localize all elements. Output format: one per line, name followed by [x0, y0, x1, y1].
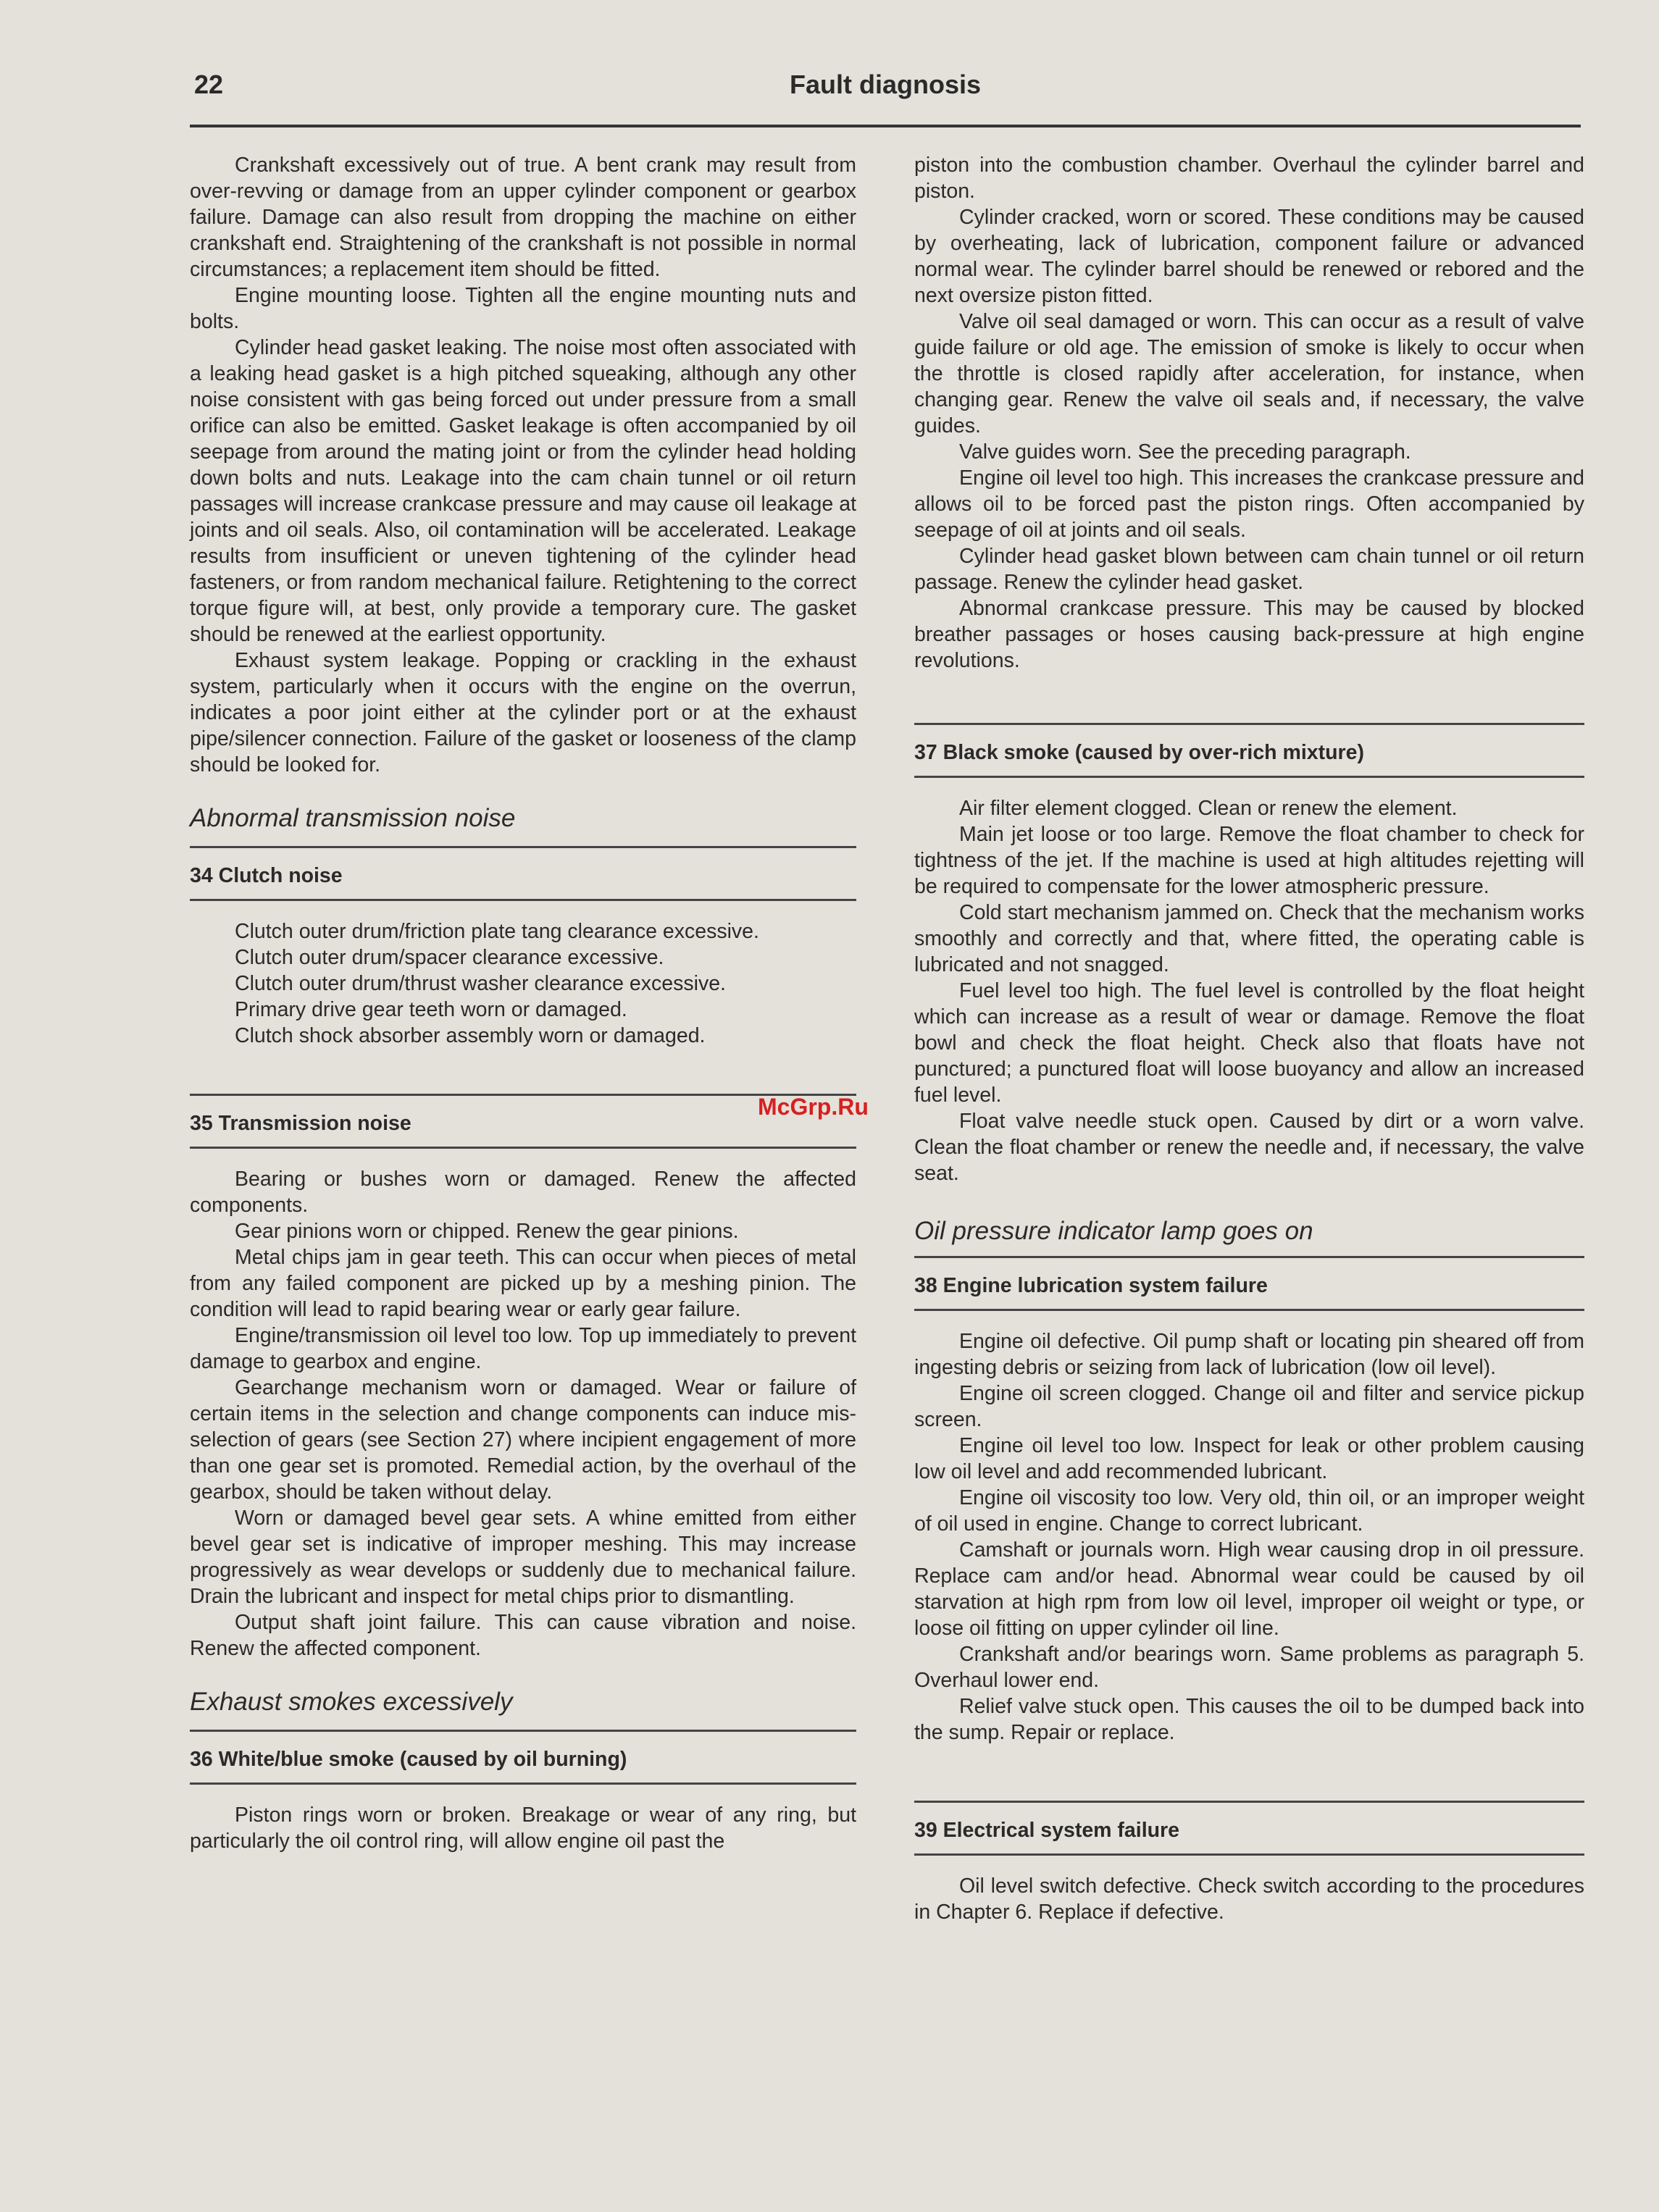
paragraph: Fuel level too high. The fuel level is controlled by the float height which can increase as a result of wear or damage. Remove the float bowl and check the float height. Check also that floats have not punctured; a punctured float will loose buoyancy and allow an increased fuel level.: [914, 979, 1584, 1107]
subsection-heading: [190, 846, 856, 901]
subsection-heading: [190, 1730, 856, 1785]
paragraph: Piston rings worn or broken. Breakage or wear of any ring, but particularly the oil control ring, will allow engine oil past the: [190, 1803, 856, 1853]
subsection-heading: [190, 1094, 856, 1149]
paragraph: Gear pinions worn or chipped. Renew the gear pinions.: [235, 1220, 739, 1243]
page-header-title: Fault diagnosis: [790, 70, 982, 99]
paragraph: Engine oil level too low. Inspect for leak or other problem causing low oil level and add recommended lubricant.: [914, 1434, 1584, 1483]
subsection-heading: [914, 1256, 1584, 1311]
paragraph: Cold start mechanism jammed on. Check that the mechanism works smoothly and correctly and that, where fitted, the operating cable is lubricated and not snagged.: [914, 901, 1584, 976]
list-item: Clutch outer drum/friction plate tang clearance excessive.: [235, 920, 759, 943]
heading-text: 38 Engine lubrication system failure: [914, 1274, 1268, 1297]
paragraph: Engine/transmission oil level too low. Top up immediately to prevent damage to gearbox and engine.: [190, 1324, 856, 1373]
section-title: Abnormal transmission noise: [190, 804, 516, 832]
paragraph: Relief valve stuck open. This causes the oil to be dumped back into the sump. Repair or replace.: [914, 1695, 1584, 1744]
paragraph: Worn or damaged bevel gear sets. A whine emitted from either bevel gear set is indicative of improper meshing. This may increase progressively as wear develops or suddenly due to mechanical failure. Drain the lubricant and inspect for metal chips prior to dismantling.: [190, 1507, 856, 1608]
header-rule: [190, 125, 1581, 127]
paragraph: piston into the combustion chamber. Overhaul the cylinder barrel and piston.: [914, 154, 1584, 203]
paragraph: Main jet loose or too large. Remove the float chamber to check for tightness of the jet. If the machine is used at high altitudes rejetting will be required to compensate for the lower atmospheric pressure.: [914, 823, 1584, 898]
list-item: Clutch shock absorber assembly worn or damaged.: [235, 1024, 706, 1047]
paragraph: Valve guides worn. See the preceding paragraph.: [959, 440, 1411, 464]
paragraph: Gearchange mechanism worn or damaged. Wear or failure of certain items in the selection and change components can induce mis-selection of gears (see Section 27) where incipient engagement of more than one gear set is promoted. Remedial action, by the overhaul of the gearbox, should be taken without delay.: [190, 1376, 856, 1504]
paragraph: Crankshaft excessively out of true. A bent crank may result from over-revving or damage from an upper cylinder component or gearbox failure. Damage can also result from dropping the machine on either crankshaft end. Straightening of the crankshaft is not possible in normal circumstances; a replacement item should be fitted.: [190, 154, 856, 281]
paragraph: Valve oil seal damaged or worn. This can occur as a result of valve guide failure or old age. The emission of smoke is likely to occur when the throttle is closed rapidly after acceleration, for instance, when changing gear. Renew the valve oil seals and, if necessary, the valve guides.: [914, 310, 1584, 437]
watermark: McGrp.Ru: [758, 1094, 869, 1120]
paragraph: Exhaust system leakage. Popping or crackling in the exhaust system, particularly when it occurs with the engine on the overrun, indicates a poor joint either at the cylinder port or at the exhaust pipe/silencer connection. Failure of the gasket or looseness of the clamp should be looked for.: [190, 649, 856, 776]
paragraph: Float valve needle stuck open. Caused by dirt or a worn valve. Clean the float chamber or renew the needle and, if necessary, the valve seat.: [914, 1110, 1584, 1185]
paragraph: Engine oil defective. Oil pump shaft or locating pin sheared off from ingesting debris or seizing from lack of lubrication (low oil level).: [914, 1330, 1584, 1379]
paragraph: Abnormal crankcase pressure. This may be caused by blocked breather passages or hoses causing back-pressure at high engine revolutions.: [914, 597, 1584, 672]
heading-text: 36 White/blue smoke (caused by oil burning): [190, 1748, 627, 1771]
heading-text: 37 Black smoke (caused by over-rich mixture): [914, 741, 1364, 764]
heading-text: 35 Transmission noise: [190, 1112, 411, 1135]
right-column: [914, 152, 1584, 1925]
heading-text: 34 Clutch noise: [190, 864, 343, 887]
section-title: Oil pressure indicator lamp goes on: [914, 1217, 1313, 1245]
paragraph: Cylinder head gasket blown between cam chain tunnel or oil return passage. Renew the cylinder head gasket.: [914, 545, 1584, 594]
paragraph: Engine oil level too high. This increases the crankcase pressure and allows oil to be forced past the piston rings. Often accompanied by seepage of oil at joints and oil seals.: [914, 466, 1584, 542]
paragraph: Cylinder cracked, worn or scored. These conditions may be caused by overheating, lack of lubrication, component failure or advanced normal wear. The cylinder barrel should be renewed or rebored and the next oversize piston fitted.: [914, 206, 1584, 307]
section-title: Exhaust smokes excessively: [190, 1688, 513, 1716]
paragraph: Metal chips jam in gear teeth. This can occur when pieces of metal from any failed component are picked up by a meshing pinion. The condition will lead to rapid bearing wear or early gear failure.: [190, 1246, 856, 1321]
paragraph: Camshaft or journals worn. High wear causing drop in oil pressure. Replace cam and/or head. Abnormal wear could be caused by oil starvation at high rpm from low oil level, improper oil weight or type, or loose oil fitting on upper cylinder oil line.: [914, 1538, 1584, 1640]
page-number: 22: [194, 70, 224, 99]
paragraph: Engine oil screen clogged. Change oil and filter and service pickup screen.: [914, 1382, 1584, 1431]
paragraph: Oil level switch defective. Check switch according to the procedures in Chapter 6. Replace if defective.: [914, 1874, 1584, 1924]
subsection-heading: [914, 1801, 1584, 1856]
list-item: Clutch outer drum/spacer clearance excessive.: [235, 946, 664, 969]
list-item: Primary drive gear teeth worn or damaged.: [235, 998, 627, 1021]
paragraph: Engine mounting loose. Tighten all the engine mounting nuts and bolts.: [190, 284, 856, 333]
paragraph: Bearing or bushes worn or damaged. Renew the affected components.: [190, 1168, 856, 1217]
list-item: Clutch outer drum/thrust washer clearance excessive.: [235, 972, 726, 995]
left-column: [190, 152, 856, 1854]
paragraph: Air filter element clogged. Clean or renew the element.: [959, 797, 1458, 820]
paragraph: Crankshaft and/or bearings worn. Same problems as paragraph 5. Overhaul lower end.: [914, 1643, 1584, 1692]
paragraph: Cylinder head gasket leaking. The noise most often associated with a leaking head gasket is a high pitched squeaking, although any other noise consistent with gas being forced out under pressure from a small orifice can also be emitted. Gasket leakage is often accompanied by oil seepage from around the mating joint or from the cylinder head holding down bolts and nuts. Leakage into the cam chain tunnel or oil return passages will increase crankcase pressure and may cause oil leakage at joints and oil seals. Also, oil contamination will be accelerated. Leakage results from insufficient or uneven tightening of the cylinder head fasteners, or from random mechanical failure. Retightening to the correct torque figure will, at best, only provide a temporary cure. The gasket should be renewed at the earliest opportunity.: [190, 336, 856, 646]
subsection-heading: [914, 723, 1584, 778]
paragraph: Output shaft joint failure. This can cause vibration and noise. Renew the affected component.: [190, 1611, 856, 1660]
paragraph: Engine oil viscosity too low. Very old, thin oil, or an improper weight of oil used in engine. Change to correct lubricant.: [914, 1486, 1584, 1536]
heading-text: 39 Electrical system failure: [914, 1819, 1179, 1842]
